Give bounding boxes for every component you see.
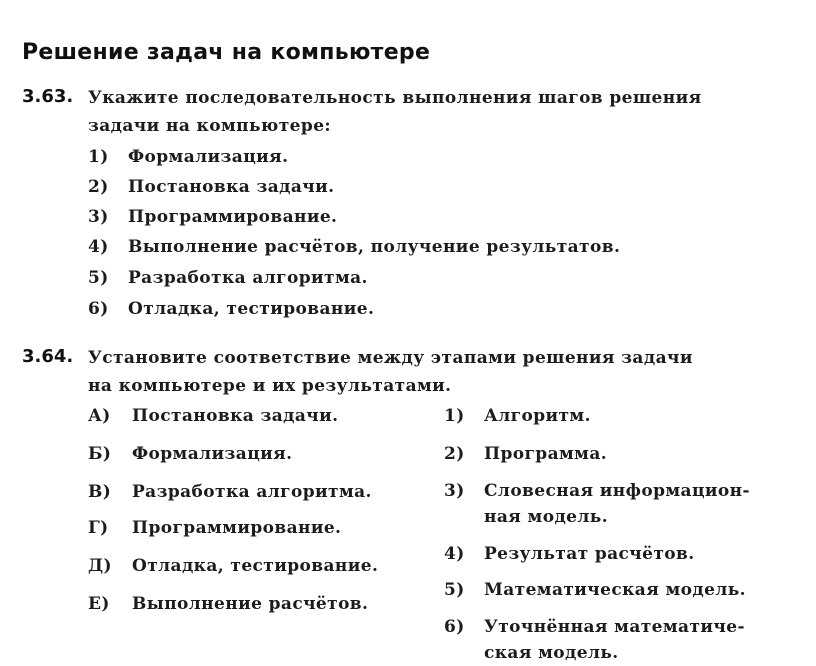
stage-marker: Д): [88, 556, 112, 576]
item-text: Постановка задачи.: [128, 177, 335, 197]
task-364-result-6: [444, 614, 745, 666]
task-364-stage-b: [88, 444, 292, 464]
task-363-text: [88, 84, 702, 140]
task-363-item-6: [88, 299, 374, 319]
result-text: Математическая модель.: [484, 580, 746, 600]
task-363-text-line-1: Укажите последовательность выполнения шагов решения: [88, 88, 702, 108]
item-text: Формализация.: [128, 147, 289, 167]
task-364-result-1: [444, 406, 591, 426]
result-marker: 3): [444, 481, 465, 501]
task-363-item-3: [88, 207, 337, 227]
stage-text: Разработка алгоритма.: [132, 482, 372, 502]
stage-text: Постановка задачи.: [132, 406, 339, 426]
task-364-result-5: [444, 580, 746, 600]
task-364-text-line-2: на компьютере и их результатами.: [88, 376, 452, 396]
item-text: Разработка алгоритма.: [128, 268, 368, 288]
task-364-result-3: [444, 478, 750, 530]
item-marker: 5): [88, 268, 109, 288]
result-text: Результат расчётов.: [484, 544, 695, 564]
stage-marker: Б): [88, 444, 112, 464]
stage-marker: В): [88, 482, 112, 502]
result-text: Программа.: [484, 444, 608, 464]
stage-marker: А): [88, 406, 111, 426]
task-364-stage-a: [88, 406, 338, 426]
stage-text: Выполнение расчётов.: [132, 594, 369, 614]
task-364-result-4: [444, 544, 695, 564]
result-text-line-1: Уточнённая математиче-: [484, 617, 745, 637]
result-text: Алгоритм.: [484, 406, 591, 426]
item-text: Выполнение расчётов, получение результатов.: [128, 237, 621, 257]
item-marker: 6): [88, 299, 109, 319]
section-title: Решение задач на компьютере: [22, 40, 431, 65]
task-363-item-4: [88, 237, 620, 257]
result-marker: 1): [444, 406, 465, 426]
task-364-result-2: [444, 444, 607, 464]
task-364-stage-v: [88, 482, 372, 502]
task-363-item-2: [88, 177, 334, 197]
result-marker: 4): [444, 544, 465, 564]
result-marker: 5): [444, 580, 465, 600]
result-text-line-2: ская модель.: [484, 643, 619, 663]
stage-marker: Г): [88, 518, 109, 538]
task-364-number: 3.64.: [22, 346, 74, 367]
task-364-stage-g: [88, 518, 341, 538]
stage-marker: Е): [88, 594, 110, 614]
stage-text: Отладка, тестирование.: [132, 556, 379, 576]
result-text-line-2: ная модель.: [484, 507, 609, 527]
task-363-text-line-2: задачи на компьютере:: [88, 116, 332, 136]
task-363-item-5: [88, 268, 368, 288]
task-363-item-1: [88, 147, 288, 167]
task-364-text: [88, 344, 693, 400]
result-text-line-1: Словесная информацион-: [484, 481, 750, 501]
task-363-number: 3.63.: [22, 86, 74, 107]
item-marker: 4): [88, 237, 109, 257]
item-text: Отладка, тестирование.: [128, 299, 375, 319]
stage-text: Формализация.: [132, 444, 293, 464]
task-364-text-line-1: Установите соответствие между этапами решения задачи: [88, 348, 693, 368]
result-marker: 6): [444, 617, 465, 637]
result-marker: 2): [444, 444, 465, 464]
task-364-stage-d: [88, 556, 378, 576]
item-marker: 1): [88, 147, 109, 167]
item-marker: 3): [88, 207, 109, 227]
item-text: Программирование.: [128, 207, 338, 227]
stage-text: Программирование.: [132, 518, 342, 538]
task-364-stage-e: [88, 594, 368, 614]
item-marker: 2): [88, 177, 109, 197]
